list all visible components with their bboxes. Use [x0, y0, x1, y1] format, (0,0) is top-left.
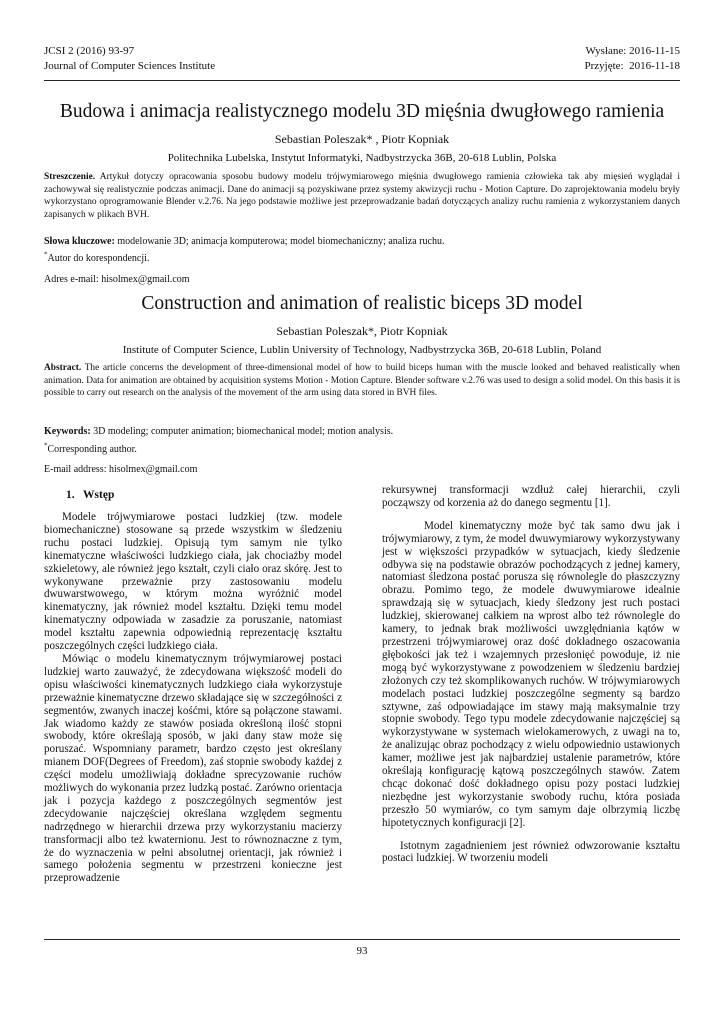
body-column-left	[44, 484, 342, 885]
affiliation-en: Institute of Computer Science, Lublin University of Technology, Nadbystrzycka 36B, 20-618 Lublin, Poland	[122, 344, 602, 356]
keywords-en	[44, 425, 680, 438]
keywords-pl-label: Słowa kluczowe:	[44, 236, 115, 247]
corresponding-text-en: Corresponding author.	[47, 444, 137, 455]
journal-header	[44, 44, 215, 74]
abstract-pl-text: Artykuł dotyczy opracowania sposobu budowy modelu trójwymiarowego mięśnia dwugłowego ramienia człowieka tak aby mięsień wyglądał i zachowywał się realistycznie podczas animacji. Dane do animacji są pozyskiwane przez systemy akwizycji ruchu - Motion Capture. Do zaprojektowania modelu bryły wykorzystano oprogramowanie Blender v.2.76. Na jego podstawie możliwe jest przeprowadzanie badań dotyczących analizy ruchu ramienia z wykorzystaniem danych zapisanych w plikach BVH.	[44, 172, 680, 220]
keywords-pl-text: modelowanie 3D; animacja komputerowa; model biomechaniczny; analiza ruchu.	[114, 236, 445, 247]
section-heading: 1. Wstęp	[66, 489, 115, 501]
corresponding-text-pl: Autor do korespondencji.	[47, 253, 150, 264]
journal-issue: JCSI 2 (2016) 93-97	[44, 45, 135, 57]
dates-header	[584, 44, 680, 74]
email-pl: Adres e-mail: hisolmex@gmail.com	[44, 274, 190, 285]
authors-pl: Sebastian Poleszak* , Piotr Kopniak	[274, 132, 450, 146]
corresponding-note-pl	[44, 252, 680, 265]
body-paragraph: Modele trójwymiarowe postaci ludzkiej (tzw. modele biomechaniczne) stosowane są przede wszystkim w śledzeniu ruchu postaci ludzkiej. Opisują tym samym nie tylko kinematyczne właściwości ludzkiego ciała, jak chociażby model szkieletowy, ale również jego kształt, czyli ciało oraz skórę. Jest to wykonywane przeważnie przy zastosowaniu modelu dwuwarstwowego, w którym można wyróżnić model kinematyczny, jak również model kształtu. Dzięki temu model kinematyczny odpowiada w zasadzie za poruszanie, natomiast model kształtu zapewnia odpowiednią reprezentację kształtu poszczególnych części ludzkiego ciała.	[44, 511, 342, 653]
keywords-en-text: 3D modeling; computer animation; biomechanical model; motion analysis.	[90, 426, 394, 437]
abstract-pl-label: Streszczenie.	[44, 172, 96, 182]
body-paragraph: Mówiąc o modelu kinematycznym trójwymiarowej postaci ludzkiej warto zauważyć, że zdecydowana większość modeli do opisu właściwości kinematycznych ludzkiego ciała wykorzystuje przeważnie kinematyczne drzewo składające się w szczegółności z segmentów, zwanych inaczej kośćmi, które są połączone stawami. Jak wiadomo każdy ze stawów posiada określoną ilość stopni swobody, które określają sposób, w jaki dany staw może się poruszać. Wspomniany parametr, bardzo często jest określany mianem DOF(Degrees of Freedom), zaś stopnie swobody każdej z części modelu umożliwiają dokładne sprecyzowanie ruchów możliwych do wykonania przez ludzką postać. Zarówno orientacja jak i pozycja każdego z poszczególnych segmentów jest zdecydowanie najczęściej określana względem segmentu nadrzędnego w hierarchii drzewa przy wykorzystaniu macierzy transformacji albo też kwaternionu. Jest to równoznaczne z tym, że do wyznaczenia w pełni absolutnej orientacji, jak również i samego położenia segmentu w przestrzeni konieczne jest przeprowadzenie	[44, 652, 342, 885]
affiliation-pl: Politechnika Lubelska, Instytut Informatyki, Nadbystrzycka 36B, 20-618 Lublin, Polska	[167, 152, 557, 164]
body-paragraph: Model kinematyczny może być tak samo dwu jak i trójwymiarowy, z tym, że model dwuwymiarowy wykorzystywany jest w większości przypadków w sytuacjach, kiedy śledzenie odbywa się na podstawie obrazów pochodzących z jednej kamery, natomiast śledzona postać porusza się równolegle do płaszczyzny obrazu. Pomimo tego, że modele dwuwymiarowe idealnie sprawdzają się w sytuacjach, kiedy śledzony jest ruch postaci ludzkiej, skierowanej całkiem na wprost albo też równolegle do kamery, to jednak brak możliwości uwzględniania kątów w przestrzeni trójwymiarowej oraz dość dokładnego oszacowania głębokości jak też i wzajemnych przesłonięć powoduje, iż nie mogą być wykorzystywane z powodzeniem w śledzeniu bardziej złożonych czy też skomplikowanych ruchów. W trójwymiarowych modelach postaci ludzkiej poszczególne segmenty są bardzo sztywne, zaś odpowiadające im stawy mają maksymalnie trzy stopnie swobody. Tego typu modele zdecydowanie najczęściej są wykorzystywane w systemach wielokamerowych, z uwagi na to, że analizując obraz pochodzący z wielu odpowiednio ustawionych kamer, możliwe jest jak najbardziej ustalenie parametrów, które określają konfigurację kątową poszczególnych stawów. Zatem chcąc dokonać dość dokładnego opisu pozy postaci ludzkiej niezbędne jest wykorzystanie swobody ruchu, która posiada przeszło 50 wymiarów, co tym samym daje olbrzymią liczbę hipotetycznych konfiguracji [2].	[382, 519, 680, 829]
abstract-pl	[44, 171, 680, 221]
header-divider	[44, 80, 680, 81]
journal-name: Journal of Computer Sciences Institute	[44, 60, 216, 72]
page-number: 93	[356, 945, 368, 957]
abstract-en-label: Abstract.	[44, 363, 82, 373]
corresponding-note-en	[44, 443, 680, 456]
email-en: E-mail address: hisolmex@gmail.com	[44, 464, 198, 475]
body-column-right	[382, 484, 680, 865]
corresponding-mark-en: *	[44, 441, 48, 450]
abstract-en-text: The article concerns the development of three-dimensional model of how to build biceps human with the muscle looked and behaved realistically when animation. Data for animation are obtained by acquisition systems Motion - Motion Capture. Blender software v.2.76 was used to design a solid model. On this basis it is possible to carry out research on the analysis of the movement of the arm using data stored in BVH files.	[44, 363, 680, 399]
title-en: Construction and animation of realistic biceps 3D model	[141, 293, 583, 314]
accepted-date: Przyjęte: 2016-11-18	[584, 60, 680, 72]
corresponding-mark-pl: *	[44, 250, 48, 259]
title-pl: Budowa i animacja realistycznego modelu 3D mięśnia dwugłowego ramienia	[59, 101, 665, 122]
sent-date: Wysłane: 2016-11-15	[585, 45, 680, 57]
authors-en: Sebastian Poleszak*, Piotr Kopniak	[276, 324, 448, 338]
footer-divider	[44, 939, 680, 940]
body-paragraph: Istotnym zagadnieniem jest również odwzorowanie kształtu postaci ludzkiej. W tworzeniu modeli	[382, 839, 680, 865]
keywords-pl	[44, 235, 680, 248]
abstract-en	[44, 362, 680, 400]
keywords-en-label: Keywords:	[44, 426, 91, 437]
body-paragraph: rekursywnej transformacji wzdłuż całej hierarchii, czyli począwszy od korzenia aż do danego segmentu [1].	[382, 484, 680, 509]
